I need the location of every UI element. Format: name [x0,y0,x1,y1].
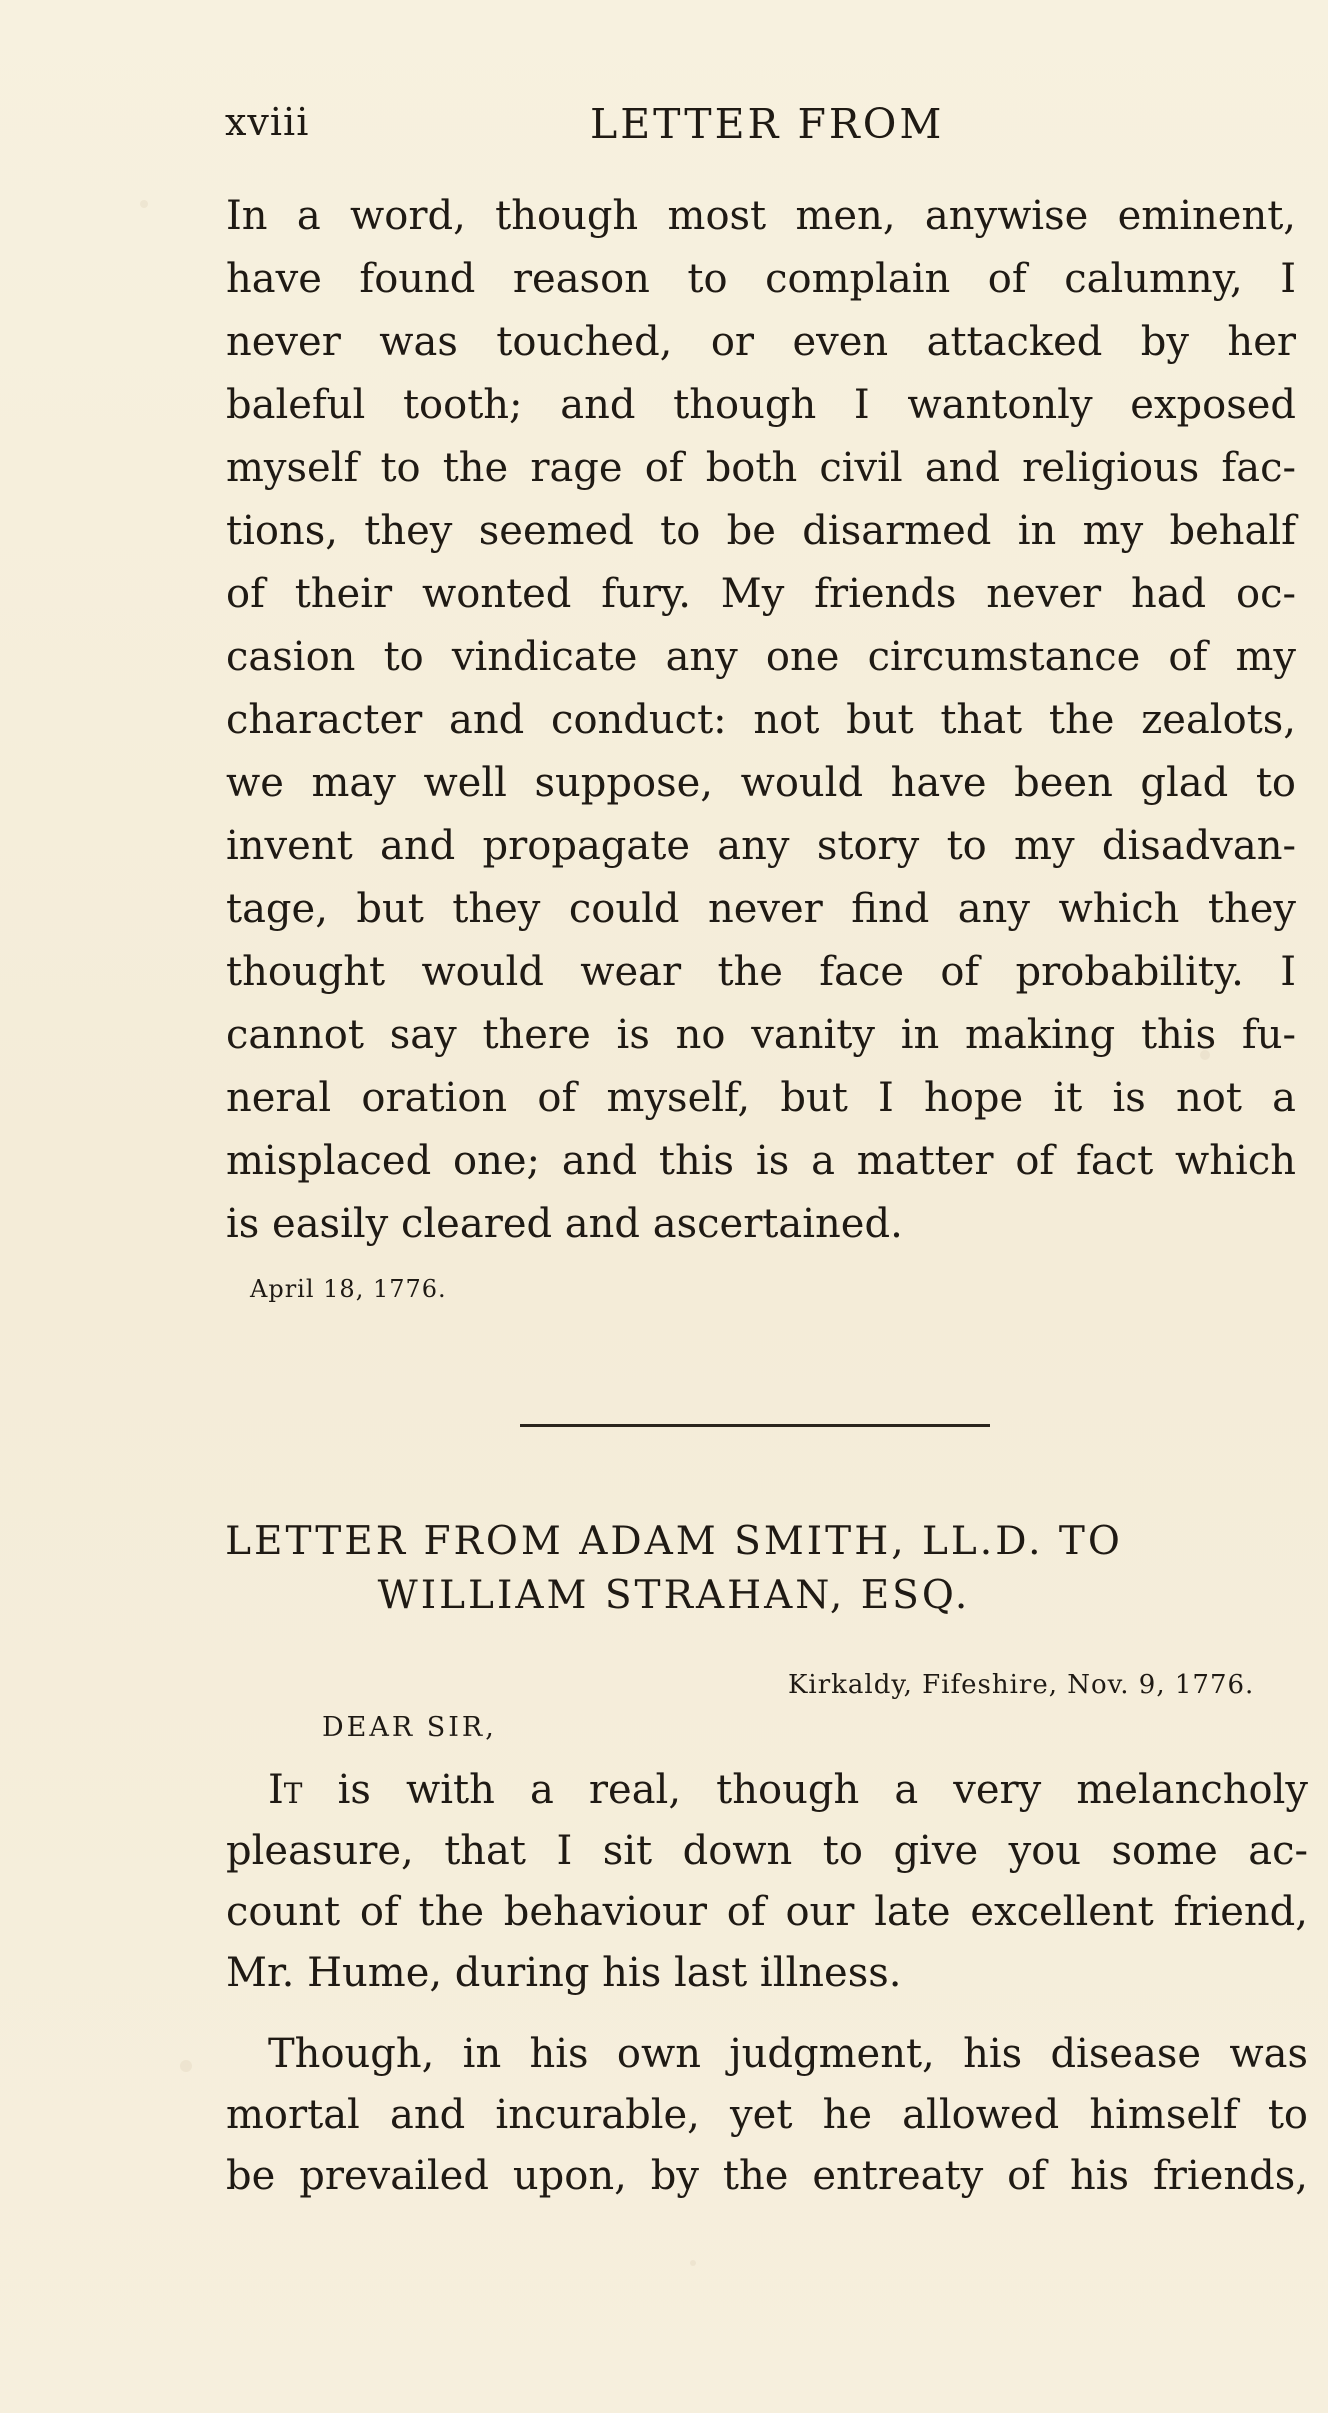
hume-closing-paragraph [226,185,1296,1256]
letter-heading-line2: WILLIAM STRAHAN, ESQ. [377,1573,971,1618]
text-line: Mr. Hume, during his last illness. [226,1950,902,1996]
text-line: myself to the rage of both civil and religious fac- [226,445,1296,491]
text-line: misplaced one; and this is a matter of fact which [226,1138,1296,1184]
paragraph-gap [226,2004,1308,2024]
text-line: cannot say there is no vanity in making this fu- [226,1012,1296,1058]
text-line: neral oration of myself, but I hope it is not a [226,1075,1296,1121]
text-line: of their wonted fury. My friends never had oc- [226,571,1296,617]
text-line: pleasure, that I sit down to give you some ac- [226,1828,1308,1874]
paper-spot [140,200,148,208]
text-line: is easily cleared and ascertained. [226,1201,903,1247]
letter-salutation: DEAR SIR, [322,1712,497,1743]
page-number: xviii [225,100,310,144]
text-line: character and conduct: not but that the zealots, [226,697,1296,743]
running-title: LETTER FROM [590,100,945,148]
section-divider [520,1424,990,1427]
text-line: casion to vindicate any one circumstance of my [226,634,1296,680]
text-line: we may well suppose, would have been glad to [226,760,1296,806]
paper-spot [690,2260,696,2266]
text-line: never was touched, or even attacked by her [226,319,1296,365]
text-line: invent and propagate any story to my disadvan- [226,823,1296,869]
text-line [226,1760,1308,1821]
letter-heading-line1: LETTER FROM ADAM SMITH, LL.D. TO [225,1519,1123,1564]
smith-letter-body [226,1760,1308,2207]
text-line-rest: is with a real, though a very melancholy [302,1767,1308,1813]
text-line: In a word, though most men, anywise eminent, [226,193,1296,239]
text-line: be prevailed upon, by the entreaty of his friends, [226,2153,1308,2199]
text-line: Though, in his own judgment, his disease was [268,2031,1308,2077]
text-line: mortal and incurable, yet he allowed himself to [226,2092,1308,2138]
hume-date: April 18, 1776. [250,1275,447,1303]
text-line: tions, they seemed to be disarmed in my behalf [226,508,1296,554]
text-line: have found reason to complain of calumny, I [226,256,1296,302]
letter-place-date: Kirkaldy, Fifeshire, Nov. 9, 1776. [788,1670,1255,1700]
text-line: baleful tooth; and though I wantonly exposed [226,382,1296,428]
text-line: tage, but they could never find any which they [226,886,1296,932]
text-line: thought would wear the face of probability. I [226,949,1296,995]
paper-spot [180,2060,192,2072]
drop-word: It [268,1767,303,1813]
text-line: count of the behaviour of our late excellent friend, [226,1889,1308,1935]
running-head [0,100,1328,160]
